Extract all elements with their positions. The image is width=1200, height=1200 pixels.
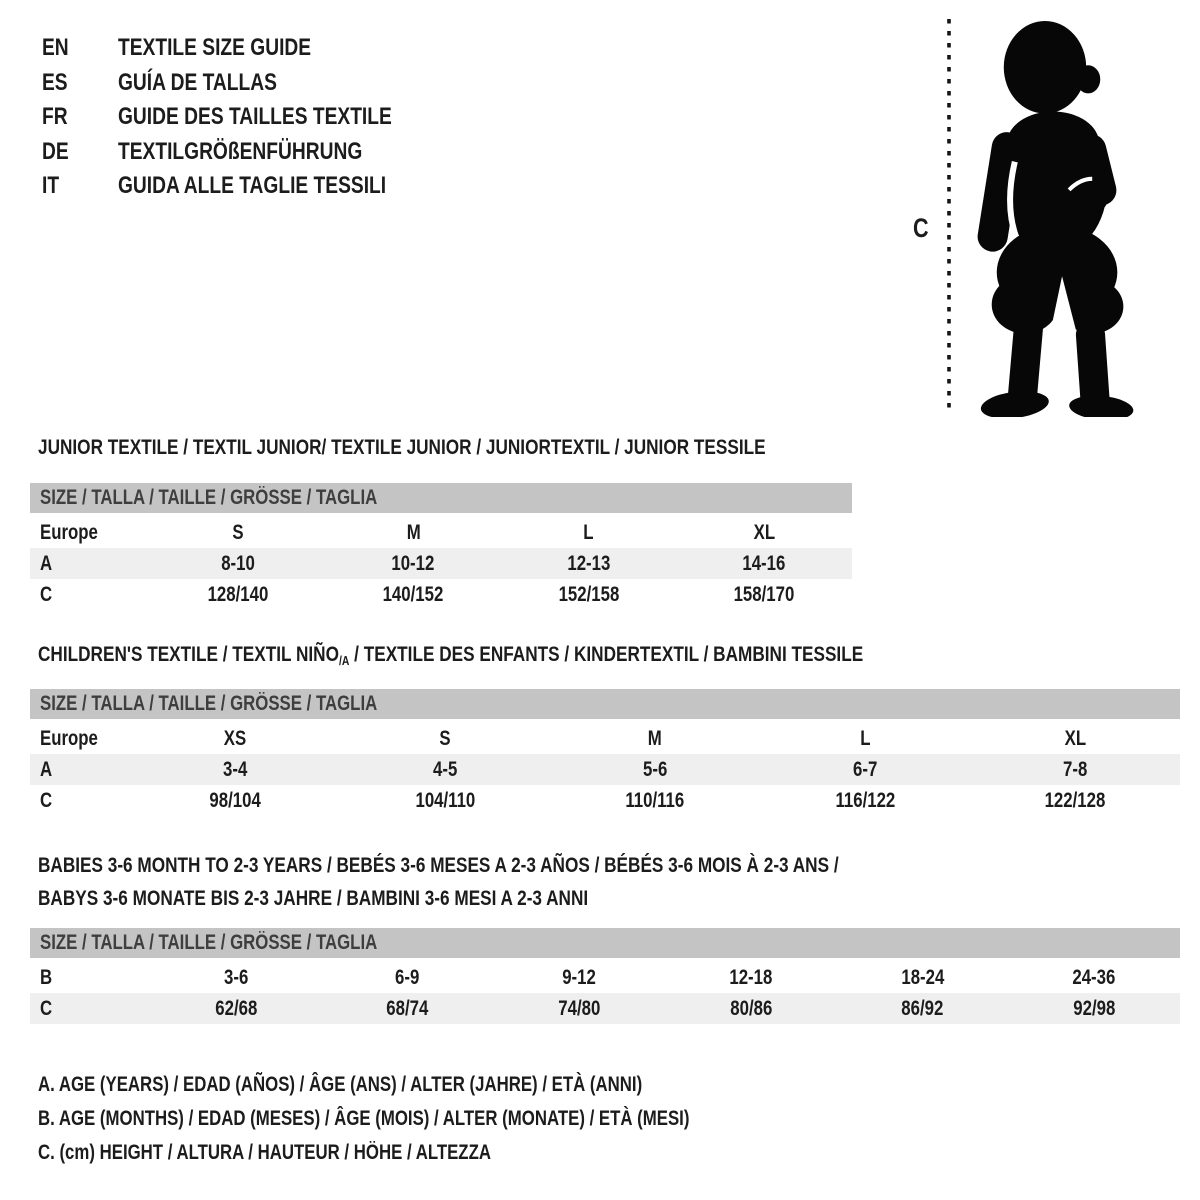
table-cell: 74/80 [558, 996, 601, 1020]
size-column-header: L [859, 726, 871, 750]
table-cell: 116/122 [835, 788, 895, 812]
measurement-legend [38, 1068, 852, 1170]
babies-size-band: SIZE / TALLA / TAILLE / GRÖSSE / TAGLIA [30, 928, 1180, 958]
table-cell: 9-12 [562, 965, 596, 989]
table-cell: 6-9 [395, 965, 420, 989]
table-cell: 5-6 [642, 757, 668, 781]
babies-title-line-1: BABIES 3-6 MONTH TO 2-3 YEARS / BEBÉS 3-6 MESES A 2-3 AÑOS / BÉBÉS 3-6 MOIS À 2-3 ANS / [38, 853, 839, 877]
table-cell: 3-6 [223, 965, 248, 989]
junior-size-band: SIZE / TALLA / TAILLE / GRÖSSE / TAGLIA [30, 483, 852, 513]
childrens-row-height [30, 785, 1180, 816]
table-cell: 12-13 [567, 551, 611, 575]
size-column-header: L [583, 520, 594, 544]
junior-row-age [30, 548, 852, 579]
size-column-header: S [439, 726, 451, 750]
row-label-cell: A [40, 551, 53, 575]
language-title: GUIDA ALLE TAGLIE TESSILI [118, 172, 387, 200]
table-cell: 10-12 [391, 551, 435, 575]
table-cell: 140/152 [382, 582, 444, 606]
table-cell: 4-5 [432, 757, 458, 781]
table-cell: 80/86 [729, 996, 772, 1020]
table-cell: 6-7 [852, 757, 878, 781]
row-label-cell: C [40, 788, 53, 812]
language-row-es [42, 66, 460, 101]
babies-size-table [30, 928, 1180, 1024]
size-column-header: XL [753, 520, 775, 544]
table-cell: 86/92 [901, 996, 944, 1020]
table-cell: 62/68 [214, 996, 257, 1020]
row-label-cell: A [40, 757, 53, 781]
table-cell: 110/116 [625, 788, 685, 812]
legend-line-b: B. AGE (MONTHS) / EDAD (MESES) / ÂGE (MOIS) / ALTER (MONATE) / ETÀ (MESI) [38, 1107, 690, 1130]
junior-section-title: JUNIOR TEXTILE / TEXTIL JUNIOR/ TEXTILE JUNIOR / JUNIORTEXTIL / JUNIOR TESSILE [38, 435, 766, 459]
childrens-size-table [30, 689, 1180, 816]
language-title: TEXTILGRÖßENFÜHRUNG [118, 137, 363, 165]
table-cell: 14-16 [742, 551, 786, 575]
language-row-de [42, 135, 460, 170]
row-label-cell: B [40, 965, 53, 989]
table-cell: 68/74 [386, 996, 429, 1020]
table-cell: 98/104 [209, 788, 261, 812]
language-code: EN [42, 34, 69, 62]
childrens-header-row [30, 723, 1180, 754]
title-subscript: /A [338, 653, 350, 668]
language-code: ES [42, 68, 68, 96]
height-measure-label: C [913, 213, 929, 243]
language-row-fr [42, 100, 460, 135]
size-column-header: XL [1064, 726, 1086, 750]
row-label-cell: C [40, 582, 53, 606]
language-title: TEXTILE SIZE GUIDE [118, 34, 312, 62]
language-code: IT [42, 172, 60, 200]
junior-header-row [30, 517, 852, 548]
language-row-it [42, 169, 460, 204]
language-code: DE [42, 137, 69, 165]
row-label-cell: C [40, 996, 53, 1020]
size-column-header: M [648, 726, 662, 750]
table-cell: 3-4 [222, 757, 248, 781]
table-cell: 158/170 [733, 582, 795, 606]
table-cell: 8-10 [220, 551, 255, 575]
table-cell: 24-36 [1072, 965, 1116, 989]
table-cell: 7-8 [1062, 757, 1088, 781]
table-cell: 122/128 [1044, 788, 1106, 812]
babies-section-title [38, 849, 1039, 915]
language-row-en [42, 31, 460, 66]
junior-row-height [30, 579, 852, 610]
size-column-header: M [406, 520, 421, 544]
babies-row-months [30, 962, 1180, 993]
junior-size-table [30, 483, 852, 610]
childrens-size-band: SIZE / TALLA / TAILLE / GRÖSSE / TAGLIA [30, 689, 1180, 719]
language-code: FR [42, 103, 68, 131]
table-cell: 92/98 [1073, 996, 1116, 1020]
childrens-section-title: CHILDREN'S TEXTILE / TEXTIL NIÑO/A / TEXTILE DES ENFANTS / KINDERTEXTIL / BAMBINI TESSILE [38, 642, 864, 668]
height-dashed-line [946, 17, 952, 417]
language-title: GUÍA DE TALLAS [118, 68, 277, 96]
legend-line-c: C. (cm) HEIGHT / ALTURA / HAUTEUR / HÖHE / ALTEZZA [38, 1141, 491, 1164]
language-title-list [42, 31, 460, 204]
table-cell: 104/110 [415, 788, 475, 812]
size-column-header: S [232, 520, 244, 544]
toddler-silhouette-icon [964, 15, 1136, 417]
language-title: GUIDE DES TAILLES TEXTILE [118, 103, 392, 131]
region-label-cell: Europe [40, 520, 98, 544]
babies-title-line-2: BABYS 3-6 MONATE BIS 2-3 JAHRE / BAMBINI 3-6 MESI A 2-3 ANNI [38, 886, 589, 910]
babies-row-height [30, 993, 1180, 1024]
table-cell: 152/158 [558, 582, 620, 606]
legend-line-a: A. AGE (YEARS) / EDAD (AÑOS) / ÂGE (ANS) / ALTER (JAHRE) / ETÀ (ANNI) [38, 1073, 643, 1096]
childrens-row-age [30, 754, 1180, 785]
table-cell: 18-24 [901, 965, 945, 989]
table-cell: 12-18 [729, 965, 773, 989]
table-cell: 128/140 [207, 582, 269, 606]
size-column-header: XS [223, 726, 247, 750]
region-label-cell: Europe [40, 726, 98, 750]
